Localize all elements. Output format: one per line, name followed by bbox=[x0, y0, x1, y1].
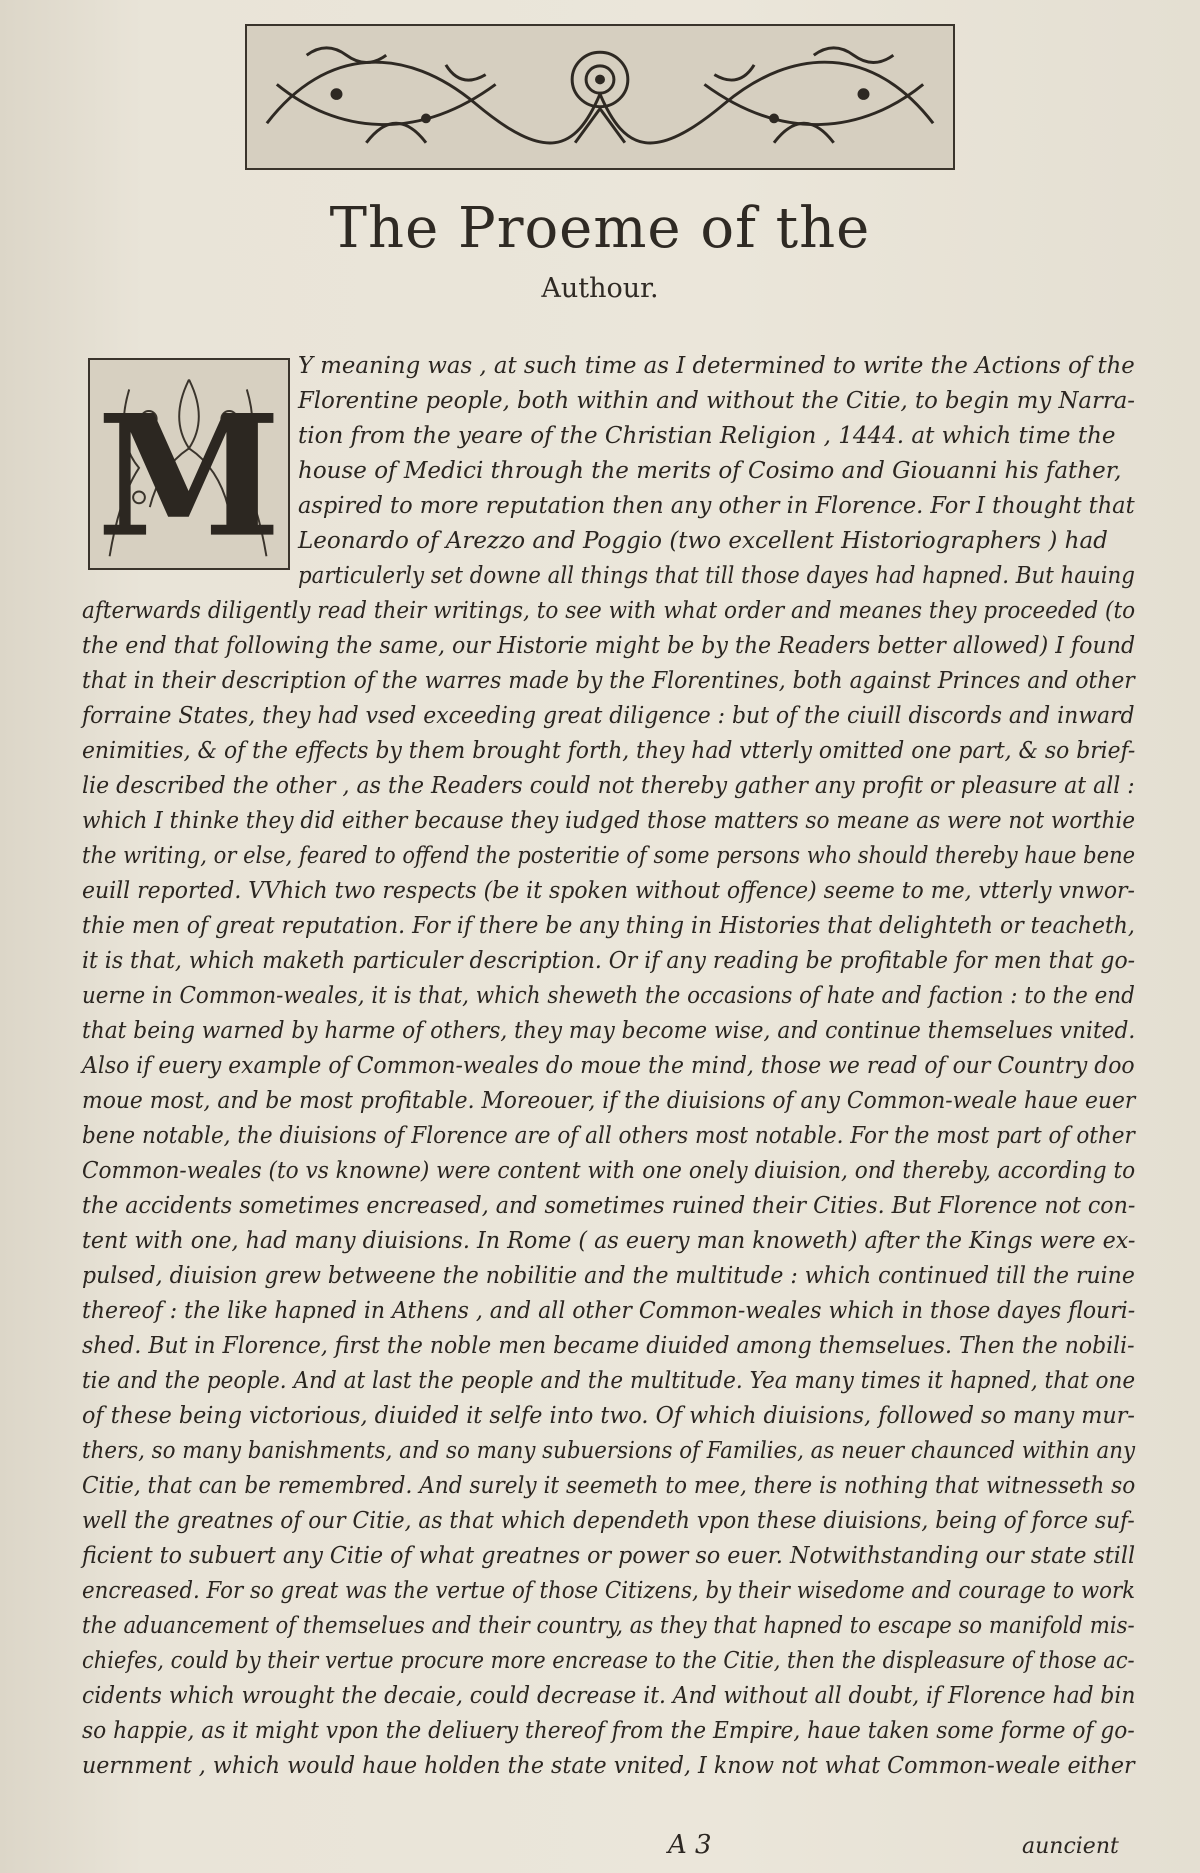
text-line: Common-weales (to vs knowne) were content with one onely diuision, ond thereby, according to bbox=[82, 1158, 1136, 1184]
text-line: forraine States, they had vsed exceeding great diligence : but of the ciuill discords and inward bbox=[82, 703, 1135, 729]
text-line: thers, so many banishments, and so many subuersions of Families, as neuer chaunced within any bbox=[82, 1438, 1136, 1464]
text-line: encreased. For so great was the vertue of those Citizens, by their wisedome and courage to work bbox=[82, 1578, 1136, 1604]
text-line: that in their description of the warres made by the Florentines, both against Princes and other bbox=[82, 668, 1135, 694]
text-line: well the greatnes of our Citie, as that which dependeth vpon these diuisions, being of force suf- bbox=[82, 1508, 1135, 1534]
text-line: of these being victorious, diuided it selfe into two. Of which diuisions, followed so many mur- bbox=[82, 1403, 1135, 1429]
text-line: ficient to subuert any Citie of what greatnes or power so euer. Notwithstanding our state still bbox=[82, 1543, 1136, 1569]
headpiece-ornament-icon bbox=[247, 26, 953, 168]
text-line: enimities, & of the effects by them brought forth, they had vtterly omitted one part, & so brief- bbox=[82, 738, 1136, 764]
page-title: The Proeme of the bbox=[329, 196, 871, 261]
text-line: tent with one, had many diuisions. In Rome ( as euery man knoweth) after the Kings were ex- bbox=[82, 1228, 1136, 1254]
catchword: auncient bbox=[1022, 1834, 1119, 1859]
signature-mark: A 3 bbox=[668, 1830, 712, 1860]
drop-cap-ornament-icon bbox=[90, 360, 288, 568]
text-line: it is that, which maketh particuler description. Or if any reading be profitable for men that go- bbox=[82, 948, 1136, 974]
text-line: that being warned by harme of others, they may become wise, and continue themselues vnited. bbox=[82, 1018, 1136, 1044]
text-line: Florentine people, both within and without the Citie, to begin my Narra- bbox=[298, 388, 1135, 414]
text-line: thie men of great reputation. For if there be any thing in Histories that delighteth or teacheth, bbox=[82, 913, 1135, 939]
text-line: house of Medici through the merits of Cosimo and Giouanni his father, bbox=[298, 458, 1122, 484]
text-line: Y meaning was , at such time as I determined to write the Actions of the bbox=[298, 353, 1135, 379]
text-line: uernment , which would haue holden the state vnited, I know not what Common-weale either bbox=[82, 1753, 1135, 1779]
text-line: the aduancement of themselues and their country, as they that hapned to escape so manifold mis- bbox=[82, 1613, 1135, 1639]
text-line: pulsed, diuision grew betweene the nobilitie and the multitude : which continued till the ruine bbox=[82, 1263, 1135, 1289]
text-line: euill reported. VVhich two respects (be it spoken without offence) seeme to me, vtterly vnwor- bbox=[82, 878, 1135, 904]
text-line: lie described the other , as the Readers could not thereby gather any profit or pleasure at all : bbox=[82, 773, 1135, 799]
decorated-initial bbox=[88, 358, 290, 570]
text-line: so happie, as it might vpon the deliuery thereof from the Empire, haue taken some forme of go- bbox=[82, 1718, 1135, 1744]
text-line: tion from the yeare of the Christian Religion , 1444. at which time the bbox=[298, 423, 1116, 449]
text-line: tie and the people. And at last the people and the multitude. Yea many times it hapned, that one bbox=[82, 1368, 1136, 1394]
text-line: cidents which wrought the decaie, could decrease it. And without all doubt, if Florence had bin bbox=[82, 1683, 1136, 1709]
text-line: Also if euery example of Common-weales do moue the mind, those we read of our Country doo bbox=[82, 1053, 1135, 1079]
text-line: shed. But in Florence, first the noble men became diuided among themselues. Then the nobili- bbox=[82, 1333, 1135, 1359]
text-line: which I thinke they did either because they iudged those matters so meane as were not worthie bbox=[82, 808, 1136, 834]
text-line: chiefes, could by their vertue procure more encrease to the Citie, then the displeasure of those ac- bbox=[82, 1648, 1135, 1674]
text-line: the writing, or else, feared to offend the posteritie of some persons who should thereby haue bene bbox=[82, 843, 1136, 869]
text-line: particulerly set downe all things that till those dayes had hapned. But hauing bbox=[298, 563, 1135, 589]
text-line: moue most, and be most profitable. Moreouer, if the diuisions of any Common-weale haue euer bbox=[82, 1088, 1136, 1114]
text-line: afterwards diligently read their writings, to see with what order and meanes they proceeded (to bbox=[82, 598, 1136, 624]
text-line: Leonardo of Arezzo and Poggio (two excellent Historiographers ) had bbox=[298, 528, 1108, 554]
drop-cap-letter: M bbox=[96, 378, 282, 568]
text-line: the end that following the same, our Historie might be by the Readers better allowed) I found bbox=[82, 633, 1136, 659]
text-line: thereof : the like hapned in Athens , and all other Common-weales which in those dayes flouri- bbox=[82, 1298, 1136, 1324]
page-subtitle: Authour. bbox=[541, 273, 659, 304]
text-line: Citie, that can be remembred. And surely it seemeth to mee, there is nothing that witnesseth so bbox=[82, 1473, 1136, 1499]
text-line: the accidents sometimes encreased, and sometimes ruined their Cities. But Florence not con- bbox=[82, 1193, 1136, 1219]
text-line: uerne in Common-weales, it is that, which sheweth the occasions of hate and faction : to the end bbox=[82, 983, 1135, 1009]
text-line: aspired to more reputation then any other in Florence. For I thought that bbox=[298, 493, 1135, 519]
ornamental-headpiece bbox=[245, 24, 955, 170]
text-line: bene notable, the diuisions of Florence are of all others most notable. For the most part of other bbox=[82, 1123, 1135, 1149]
